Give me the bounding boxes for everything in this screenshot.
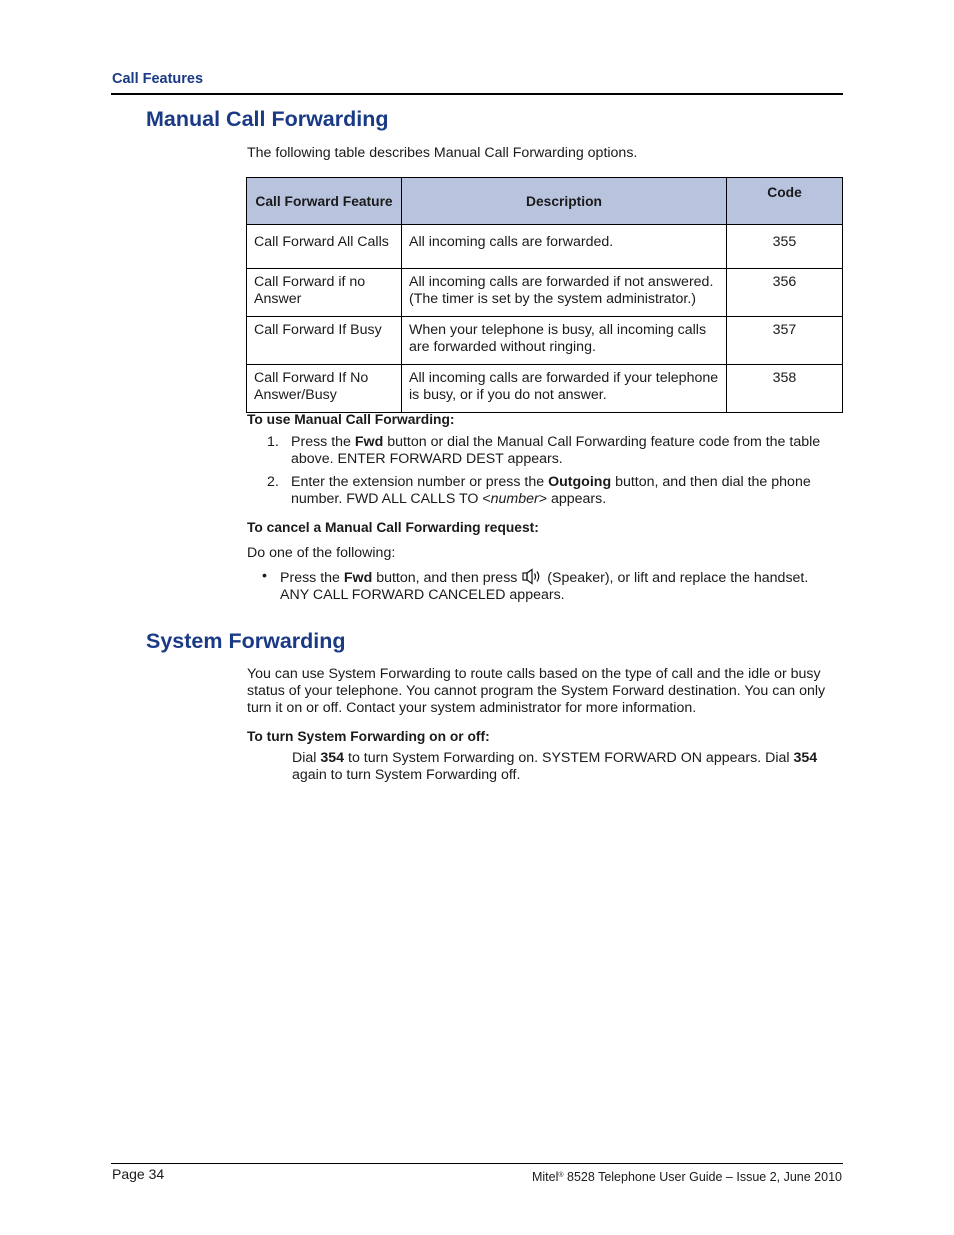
- forwarding-options-table: [246, 177, 843, 413]
- code-cell: 356: [727, 269, 843, 317]
- system-instruction: Dial 354 to turn System Forwarding on. SYSTEM FORWARD ON appears. Dial 354 again to turn System Forwarding off.: [292, 750, 818, 783]
- table-row: [247, 269, 843, 317]
- footer-document-title: Mitel® 8528 Telephone User Guide – Issue 2, June 2010: [531, 1170, 842, 1184]
- heading-system-forwarding: System Forwarding: [146, 629, 346, 653]
- step-text: Enter the extension number or press the Outgoing button, and then dial the phone number. FWD ALL CALLS TO <number> appears.: [291, 474, 811, 507]
- col-header-code: Code: [727, 178, 843, 225]
- code-cell: 355: [727, 225, 843, 269]
- description-cell: All incoming calls are forwarded if your telephone is busy, or if you do not answer.: [402, 365, 727, 413]
- turn-procedure-heading: To turn System Forwarding on or off:: [247, 729, 490, 744]
- header-rule: [111, 93, 843, 95]
- system-intro: You can use System Forwarding to route calls based on the type of call and the idle or busy status of your telephone. You cannot program the System Forward destination. You can only turn it on or off. Contact your system administrator for more information.: [247, 666, 826, 716]
- description-cell: When your telephone is busy, all incoming calls are forwarded without ringing.: [402, 317, 727, 365]
- step-number: 2.: [267, 474, 279, 490]
- code-354: 354: [793, 750, 818, 766]
- col-header-feature: Call Forward Feature: [247, 178, 402, 225]
- col-header-description: Description: [402, 178, 727, 225]
- feature-cell: Call Forward All Calls: [247, 225, 402, 269]
- use-procedure-heading: To use Manual Call Forwarding:: [247, 412, 455, 427]
- table-row: [247, 317, 843, 365]
- outgoing-key-label: Outgoing: [548, 474, 612, 490]
- feature-cell: Call Forward If No Answer/Busy: [247, 365, 402, 413]
- running-header: Call Features: [112, 71, 204, 87]
- description-cell: All incoming calls are forwarded if not answered. (The timer is set by the system administrator.): [402, 269, 727, 317]
- fwd-key-label: Fwd: [354, 434, 384, 450]
- table-row: [247, 225, 843, 269]
- fwd-key-label: Fwd: [343, 570, 373, 586]
- code-cell: 357: [727, 317, 843, 365]
- heading-manual-call-forwarding: Manual Call Forwarding: [146, 107, 389, 131]
- manual-intro: The following table describes Manual Call Forwarding options.: [247, 145, 638, 161]
- bullet-text: Press the Fwd button, and then press (Speaker), or lift and replace the handset. ANY CALL FORWARD CANCELED appears.: [280, 570, 809, 603]
- description-cell: All incoming calls are forwarded.: [402, 225, 727, 269]
- code-cell: 358: [727, 365, 843, 413]
- feature-cell: Call Forward If Busy: [247, 317, 402, 365]
- table-row: [247, 365, 843, 413]
- speaker-icon: [521, 568, 543, 585]
- page-number: Page 34: [112, 1166, 165, 1182]
- feature-cell: Call Forward if no Answer: [247, 269, 402, 317]
- code-354: 354: [320, 750, 345, 766]
- footer-rule: [111, 1163, 843, 1164]
- step-1: [267, 434, 827, 468]
- cancel-bullet: [262, 568, 837, 604]
- step-text: Press the Fwd button or dial the Manual Call Forwarding feature code from the table above. ENTER FORWARD DEST appears.: [291, 434, 821, 467]
- cancel-intro: Do one of the following:: [247, 545, 396, 561]
- cancel-procedure-heading: To cancel a Manual Call Forwarding request:: [247, 520, 539, 535]
- bullet-dot: •: [262, 568, 267, 584]
- step-2: [267, 474, 827, 508]
- step-number: 1.: [267, 434, 279, 450]
- table-header-row: [247, 178, 843, 225]
